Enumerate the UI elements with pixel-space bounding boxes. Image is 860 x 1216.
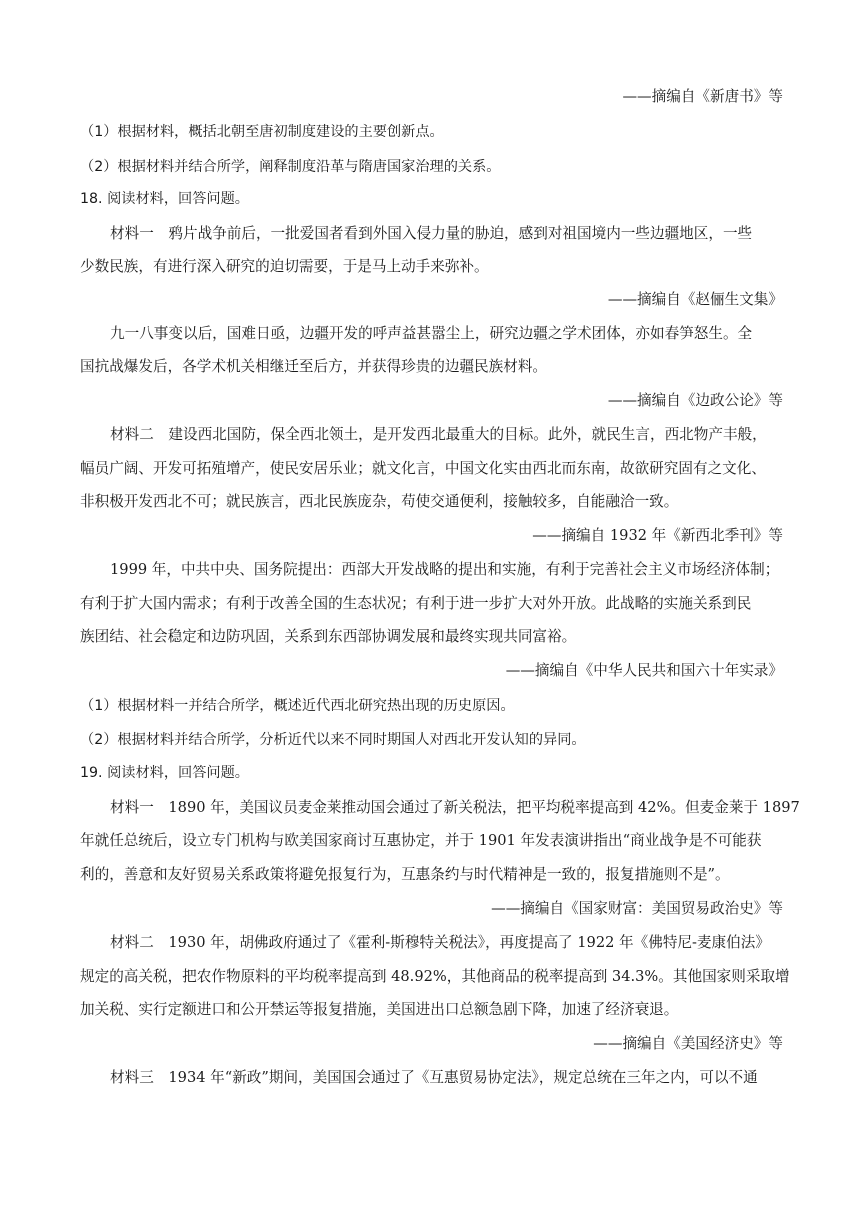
material-text: 材料一 1890 年，美国议员麦金莱推动国会通过了新关税法，把平均税率提高到 42%。但麦金莱于 1897 bbox=[110, 799, 800, 816]
material-text: 材料一 鸦片战争前后，一批爱国者看到外国入侵力量的胁迫，感到对祖国境内一些边疆地区，一些 bbox=[110, 225, 753, 242]
material-text: 族团结、社会稳定和边防巩固，关系到东西部协调发展和最终实现共同富裕。 bbox=[80, 628, 577, 645]
material-text: 非积极开发西北不可；就民族言，西北民族庞杂，苟使交通便利，接触较多，自能融洽一致。 bbox=[80, 493, 679, 510]
question-19-heading: 19. 阅读材料，回答问题。 bbox=[80, 765, 249, 781]
material-text: 1999 年，中共中央、国务院提出：西部大开发战略的提出和实施，有利于完善社会主义市场经济体制； bbox=[110, 561, 780, 578]
material-text: 材料二 1930 年，胡佛政府通过了《霍利-斯穆特关税法》，再度提高了 1922 年《佛特尼-麦康伯法》 bbox=[110, 934, 770, 951]
material-text: 少数民族，有进行深入研究的迫切需要，于是马上动手来弥补。 bbox=[80, 258, 489, 275]
source-citation: ——摘编自《边政公论》等 bbox=[607, 392, 783, 409]
source-citation: ——摘编自《美国经济史》等 bbox=[593, 1035, 783, 1052]
material-text: 材料二 建设西北国防，保全西北领土，是开发西北最重大的目标。此外，就民生言，西北物产丰般， bbox=[110, 426, 767, 443]
source-citation: ——摘编自《国家财富：美国贸易政治史》等 bbox=[491, 900, 783, 917]
material-text: 九一八事变以后，国难日亟，边疆开发的呼声益甚嚣尘上，研究边疆之学术团体，亦如春笋怒生。全 bbox=[110, 325, 753, 342]
material-text: 利的，善意和友好贸易关系政策将避免报复行为，互惠条约与时代精神是一致的，报复措施则不是”。 bbox=[80, 866, 730, 883]
material-text: 有利于扩大国内需求；有利于改善全国的生态状况；有利于进一步扩大对外开放。此战略的实施关系到民 bbox=[80, 595, 752, 612]
question-17-2: （2）根据材料并结合所学，阐释制度沿革与隋唐国家治理的关系。 bbox=[80, 159, 501, 175]
question-18-1: （1）根据材料一并结合所学，概述近代西北研究热出现的历史原因。 bbox=[80, 698, 515, 714]
material-text: 幅员广阔、开发可拓殖增产，使民安居乐业；就文化言，中国文化实由西北而东南，故欲研究固有之文化、 bbox=[80, 460, 766, 477]
material-text: 国抗战爆发后，各学术机关相继迁至后方，并获得珍贵的边疆民族材料。 bbox=[80, 358, 548, 375]
source-citation: ——摘编自《中华人民共和国六十年实录》 bbox=[505, 662, 783, 679]
source-citation: ——摘编自《赵俪生文集》 bbox=[607, 291, 783, 308]
question-17-1: （1）根据材料，概括北朝至唐初制度建设的主要创新点。 bbox=[80, 124, 444, 140]
question-18-heading: 18. 阅读材料，回答问题。 bbox=[80, 191, 249, 207]
source-citation: ——摘编自《新唐书》等 bbox=[622, 88, 783, 105]
material-text: 规定的高关税，把农作物原料的平均税率提高到 48.92%，其他商品的税率提高到 34.3%。其他国家则采取增 bbox=[80, 968, 790, 985]
material-text: 年就任总统后，设立专门机构与欧美国家商讨互惠协定，并于 1901 年发表演讲指出“商业战争是不可能获 bbox=[80, 832, 762, 849]
source-citation: ——摘编自 1932 年《新西北季刊》等 bbox=[532, 527, 783, 544]
material-text: 材料三 1934 年“新政”期间，美国国会通过了《互惠贸易协定法》，规定总统在三年之内，可以不通 bbox=[110, 1069, 758, 1086]
material-text: 加关税、实行定额进口和公开禁运等报复措施，美国进出口总额急剧下降，加速了经济衰退。 bbox=[80, 1001, 679, 1018]
question-18-2: （2）根据材料并结合所学，分析近代以来不同时期国人对西北开发认知的异同。 bbox=[80, 732, 586, 748]
